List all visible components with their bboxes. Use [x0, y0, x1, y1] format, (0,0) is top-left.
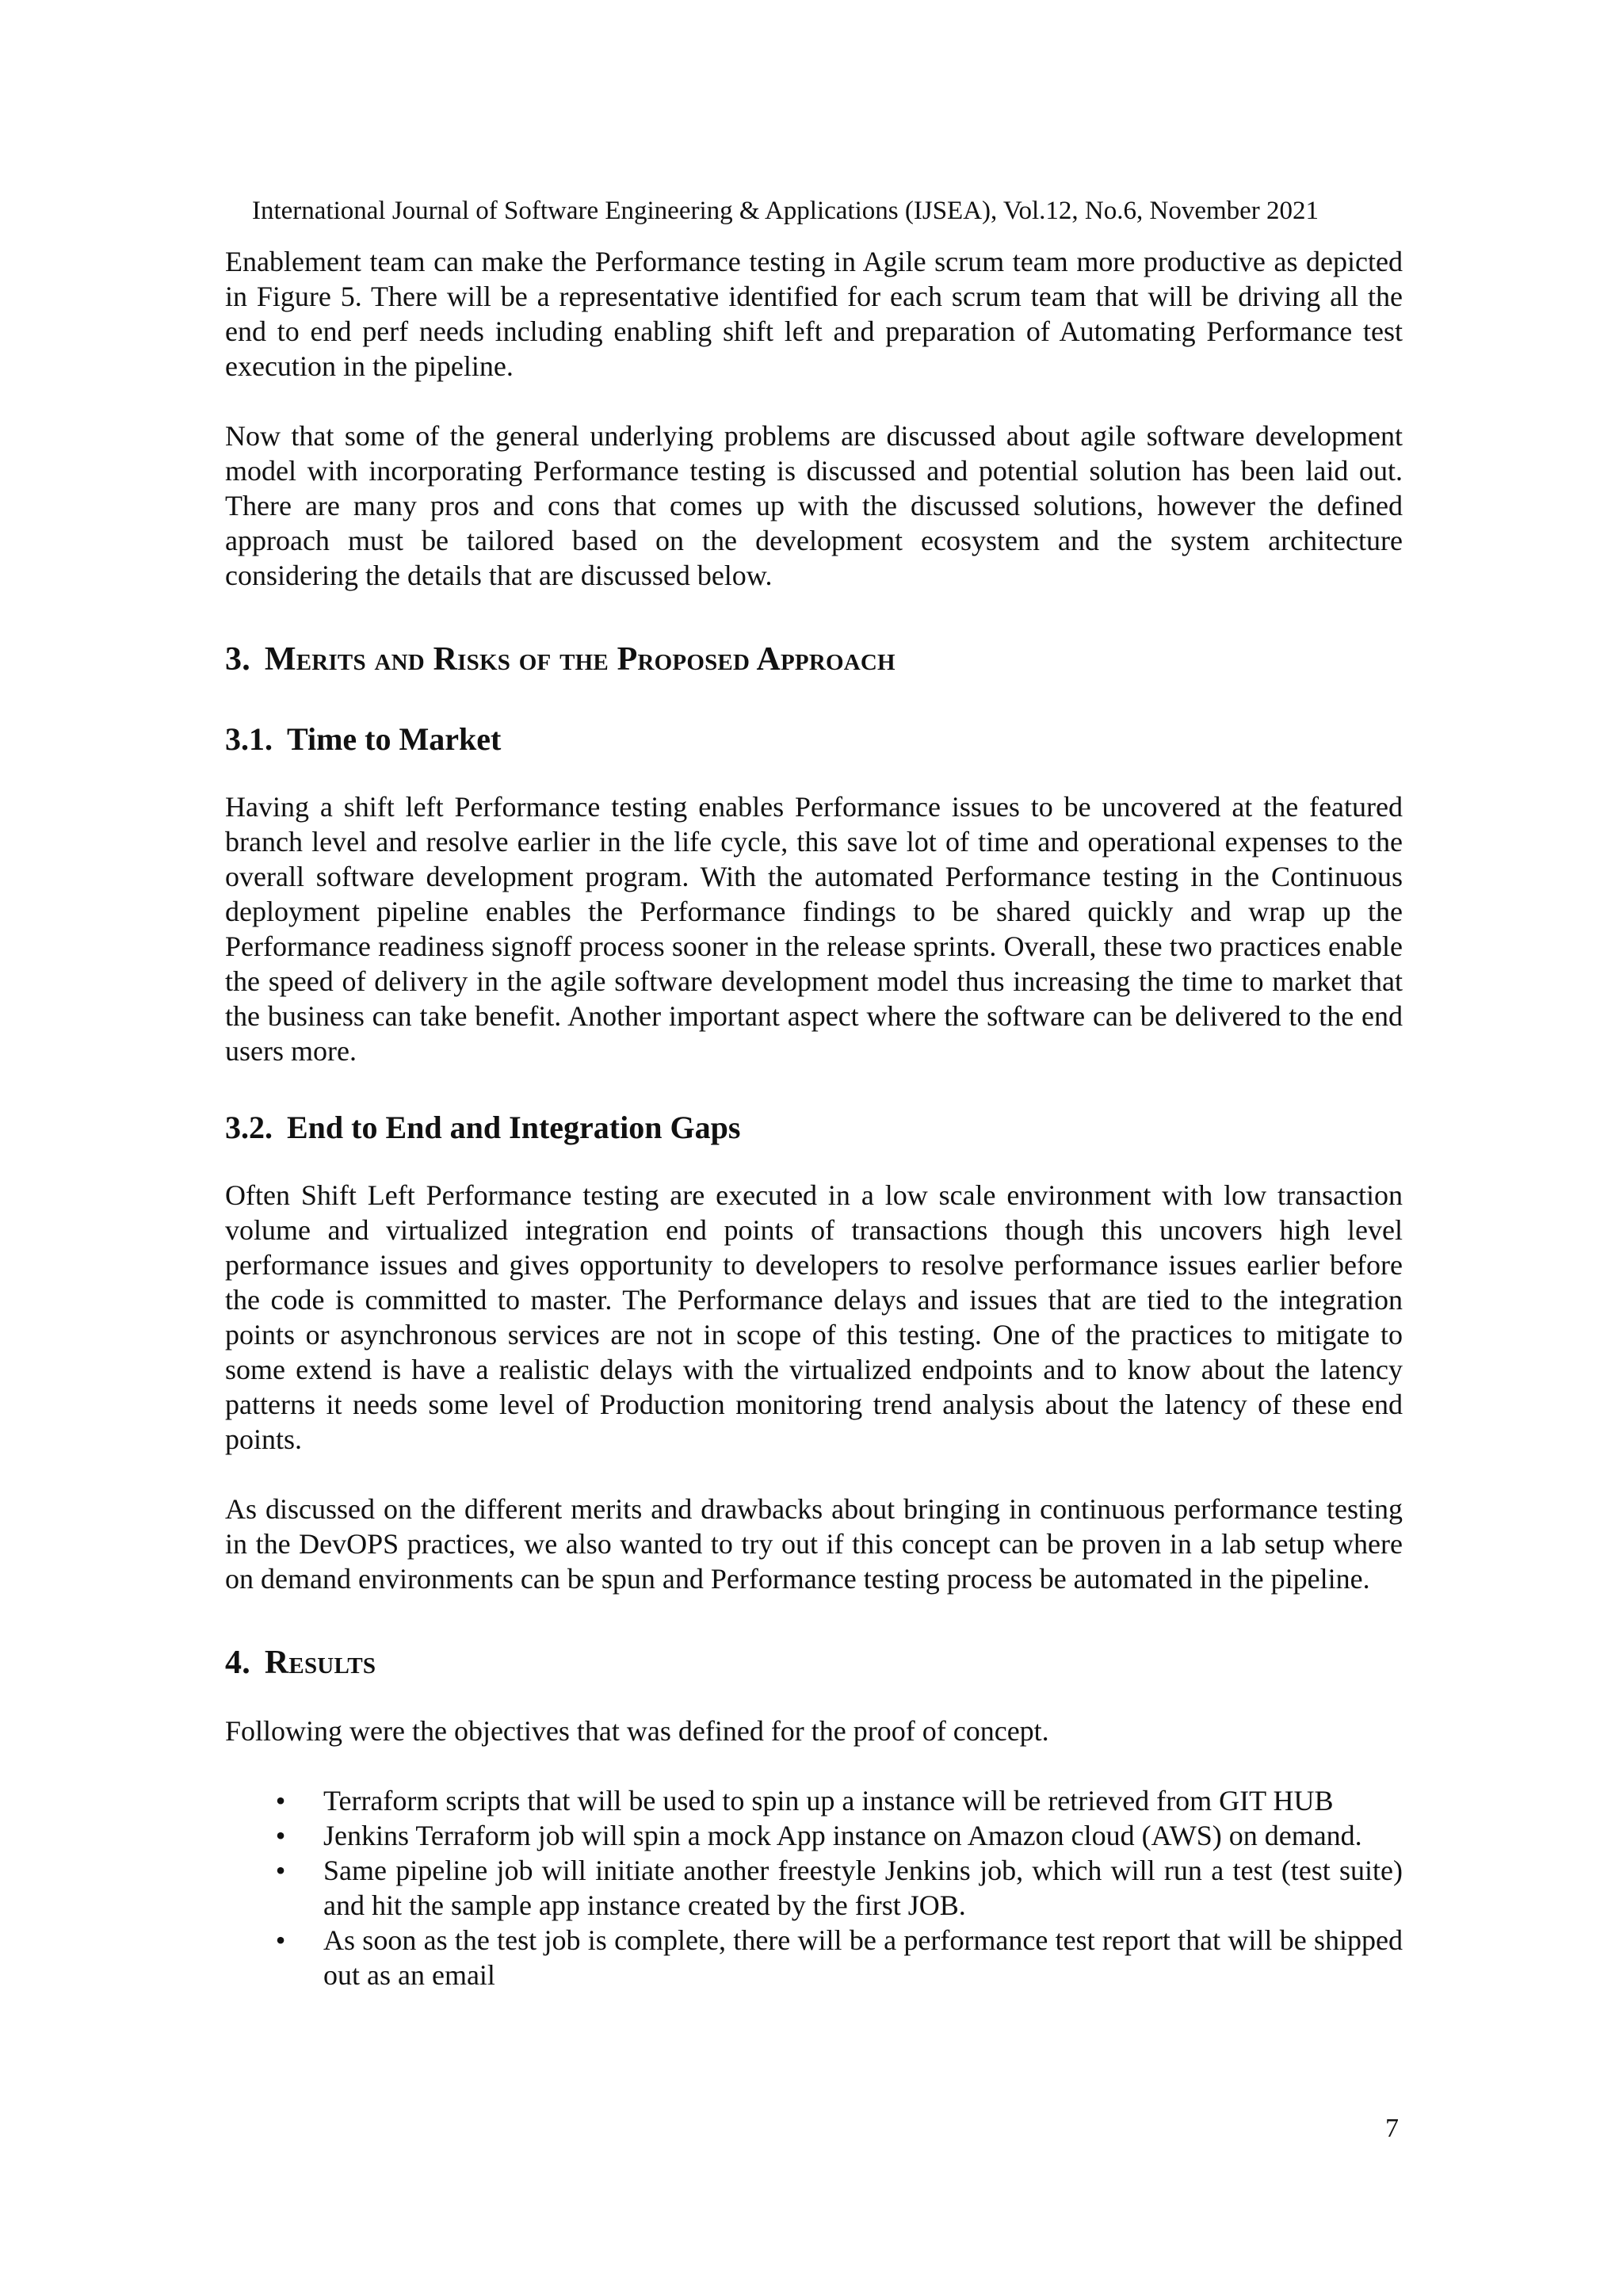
intro-paragraph-2: Now that some of the general underlying problems are discussed about agile software development model with incorporating Performance testing is discussed and potential solution has been laid out. There are many pros and cons that comes up with the discussed solutions, however the defined approach must be tailored based on the development ecosystem and the system architecture considering the details that are discussed below. — [225, 420, 1403, 591]
list-item-text: Terraform scripts that will be used to spin up a instance will be retrieved from GIT HUB — [323, 1785, 1334, 1817]
section-3-1-number: 3.1. — [225, 721, 273, 757]
section-3-1-paragraph: Having a shift left Performance testing enables Performance issues to be uncovered at the featured branch level and resolve earlier in the life cycle, this save lot of time and operational expenses to the overall software development program. With the automated Performance testing in the Continuous deployment pipeline enables the Performance findings to be shared quickly and wrap up the Performance readiness signoff process sooner in the release sprints. Overall, these two practices enable the speed of delivery in the agile software development model thus increasing the time to market that the business can take benefit. Another important aspect where the software can be delivered to the end users more. — [225, 791, 1403, 1067]
section-4-heading — [225, 1642, 1403, 1683]
bullet-icon: • — [275, 1855, 286, 1886]
intro-paragraph-1: Enablement team can make the Performance testing in Agile scrum team more productive as depicted in Figure 5. There will be a representative identified for each scrum team that will be driving all the end to end perf needs including enabling shift left and preparation of Automating Performance test execution in the pipeline. — [225, 246, 1403, 382]
journal-header: International Journal of Software Engineering & Applications (IJSEA), Vol.12, No.6, November 2021 — [252, 197, 1319, 225]
list-item — [225, 1818, 1403, 1853]
section-3-1-heading — [225, 720, 1403, 759]
section-4-intro: Following were the objectives that was defined for the proof of concept. — [225, 1715, 1049, 1747]
list-item — [225, 1923, 1403, 1992]
bullet-icon: • — [275, 1820, 286, 1851]
bullet-icon: • — [275, 1785, 286, 1817]
list-item — [225, 1783, 1403, 1818]
section-3-2-number: 3.2. — [225, 1110, 273, 1145]
list-item-text: Same pipeline job will initiate another freestyle Jenkins job, which will run a test (test suite) and hit the sample app instance created by the first JOB. — [323, 1855, 1403, 1921]
section-3-number: 3. — [225, 641, 250, 678]
section-3-title: Merits and Risks of the Proposed Approach — [264, 641, 896, 678]
section-4-title: Results — [264, 1645, 376, 1681]
section-4-number: 4. — [225, 1645, 250, 1681]
list-item-text: Jenkins Terraform job will spin a mock App instance on Amazon cloud (AWS) on demand. — [323, 1820, 1362, 1851]
list-item — [225, 1853, 1403, 1923]
bullet-icon: • — [275, 1924, 286, 1956]
page-content — [225, 244, 1403, 1992]
section-3-2-paragraph-2: As discussed on the different merits and drawbacks about bringing in continuous performance testing in the DevOPS practices, we also wanted to try out if this concept can be proven in a lab setup where on demand environments can be spun and Performance testing process be automated in the pipeline. — [225, 1493, 1403, 1595]
objectives-list — [225, 1783, 1403, 1992]
list-item-text: As soon as the test job is complete, there will be a performance test report that will be shipped out as an email — [323, 1924, 1403, 1991]
page-number: 7 — [1385, 2114, 1399, 2143]
section-3-1-title: Time to Market — [287, 721, 502, 757]
section-3-2-title: End to End and Integration Gaps — [287, 1110, 741, 1145]
section-3-heading — [225, 639, 1403, 680]
section-3-2-heading — [225, 1108, 1403, 1148]
section-3-2-paragraph-1: Often Shift Left Performance testing are executed in a low scale environment with low transaction volume and virtualized integration end points of transactions though this uncovers high level performance issues and gives opportunity to developers to resolve performance issues earlier before the code is committed to master. The Performance delays and issues that are tied to the integration points or asynchronous services are not in scope of this testing. One of the practices to mitigate to some extend is have a realistic delays with the virtualized endpoints and to know about the latency patterns it needs some level of Production monitoring trend analysis about the latency of these end points. — [225, 1179, 1403, 1455]
